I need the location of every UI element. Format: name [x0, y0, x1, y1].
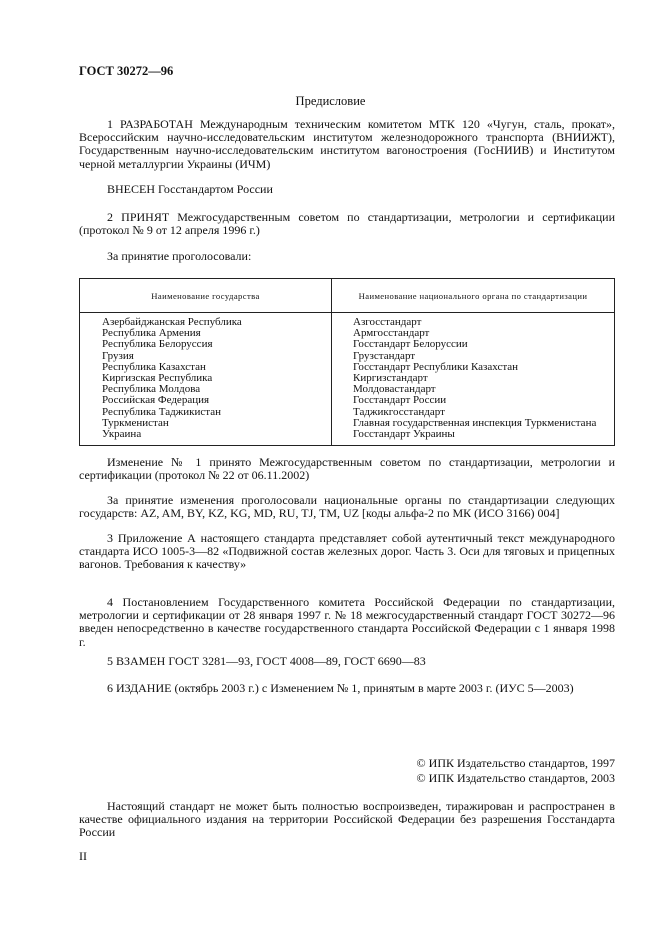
national-body-cell: Молдовастандарт: [353, 383, 436, 396]
state-cell: Республика Белоруссия: [102, 338, 213, 351]
page-title: Предисловие: [295, 94, 366, 108]
table-header-state: Наименование государства: [80, 279, 332, 313]
national-body-cell: Грузстандарт: [353, 349, 416, 362]
paragraph-adopted-by: 2 ПРИНЯТ Межгосударственным советом по стандартизации, метрологии и сертификации (протокол № 9 от 12 апреля 1996 г.): [79, 210, 615, 238]
paragraph-introduced-by: ВНЕСЕН Госстандартом России: [107, 182, 273, 196]
table-column-divider: [331, 313, 332, 445]
state-cell: Азербайджанская Республика: [102, 316, 242, 328]
national-body-cell: Госстандарт Белоруссии: [353, 338, 468, 351]
copyright-line-2003: © ИПК Издательство стандартов, 2003: [416, 771, 615, 785]
paragraph-reproduction-notice: Настоящий стандарт не может быть полностью воспроизведен, тиражирован и распространен в качестве официального издания на территории Российской Федерации без разрешения Госстандарта России: [79, 799, 615, 840]
national-bodies-column: [353, 317, 613, 440]
copyright-line-1997: © ИПК Издательство стандартов, 1997: [416, 756, 615, 770]
national-body-cell: Госстандарт Украины: [353, 428, 455, 441]
national-body-cell: Армгосстандарт: [353, 327, 430, 340]
state-cell: Республика Таджикистан: [102, 405, 221, 418]
paragraph-developed-by: 1 РАЗРАБОТАН Международным техническим комитетом МТК 120 «Чугун, сталь, прокат», Всероссийским научно-исследовательским институтом железнодорожного транспорта (ВНИИЖТ), Государственным научно-исследовательским институтом вагоностроения (ГосНИИВ) и Институтом черной металлургии Украины (ИЧМ): [79, 117, 615, 171]
paragraph-edition: 6 ИЗДАНИЕ (октябрь 2003 г.) с Изменением № 1, принятым в марте 2003 г. (ИУС 5—2003): [107, 681, 574, 695]
national-body-cell: Госстандарт Республики Казахстан: [353, 360, 519, 373]
state-cell: Республика Казахстан: [102, 360, 206, 373]
paragraph-voted-for: За принятие проголосовали:: [107, 249, 252, 263]
national-body-cell: Главная государственная инспекция Туркменистана: [353, 416, 597, 429]
paragraph-amendment-1: Изменение № 1 принято Межгосударственным советом по стандартизации, метрологии и сертификации (протокол № 22 от 06.11.2002): [79, 455, 615, 483]
state-cell: Республика Армения: [102, 327, 201, 340]
paragraph-annex-a: 3 Приложение А настоящего стандарта представляет собой аутентичный текст международного стандарта ИСО 1005-3—82 «Подвижной состав железных дорог. Часть 3. Оси для тяговых и прицепных вагонов. Требования к качеству»: [79, 531, 615, 572]
table-header-national-body: Наименование национального органа по стандартизации: [332, 279, 614, 313]
state-cell: Российская Федерация: [102, 394, 210, 407]
paragraph-replaces: 5 ВЗАМЕН ГОСТ 3281—93, ГОСТ 4008—89, ГОСТ 6690—83: [107, 654, 426, 668]
national-body-cell: Госстандарт России: [353, 394, 447, 407]
states-column: [102, 317, 328, 440]
state-cell: Грузия: [102, 349, 134, 362]
national-body-cell: Киргизстандарт: [353, 372, 428, 385]
state-cell: Туркменистан: [102, 416, 169, 429]
national-body-cell: Таджикгосстандарт: [353, 405, 445, 418]
national-body-cell: Азгосстандарт: [353, 316, 422, 328]
page-number: II: [79, 849, 87, 863]
voting-states-table: [79, 278, 615, 446]
state-cell: Киргизская Республика: [102, 372, 213, 385]
paragraph-amendment-votes: За принятие изменения проголосовали национальные органы по стандартизации следующих государств: AZ, AM, BY, KZ, KG, MD, RU, TJ, TM, UZ [коды альфа-2 по МК (ИСО 3166) 004]: [79, 493, 615, 521]
paragraph-resolution: 4 Постановлением Государственного комитета Российской Федерации по стандартизации, метрологии и сертификации от 28 января 1997 г. № 18 межгосударственный стандарт ГОСТ 30272—96 введен непосредственно в качестве государственного стандарта Российской Федерации с 1 января 1998 г.: [79, 595, 615, 649]
state-cell: Республика Молдова: [102, 383, 201, 396]
page-header-code: ГОСТ 30272—96: [79, 64, 174, 78]
state-cell: Украина: [102, 428, 142, 441]
